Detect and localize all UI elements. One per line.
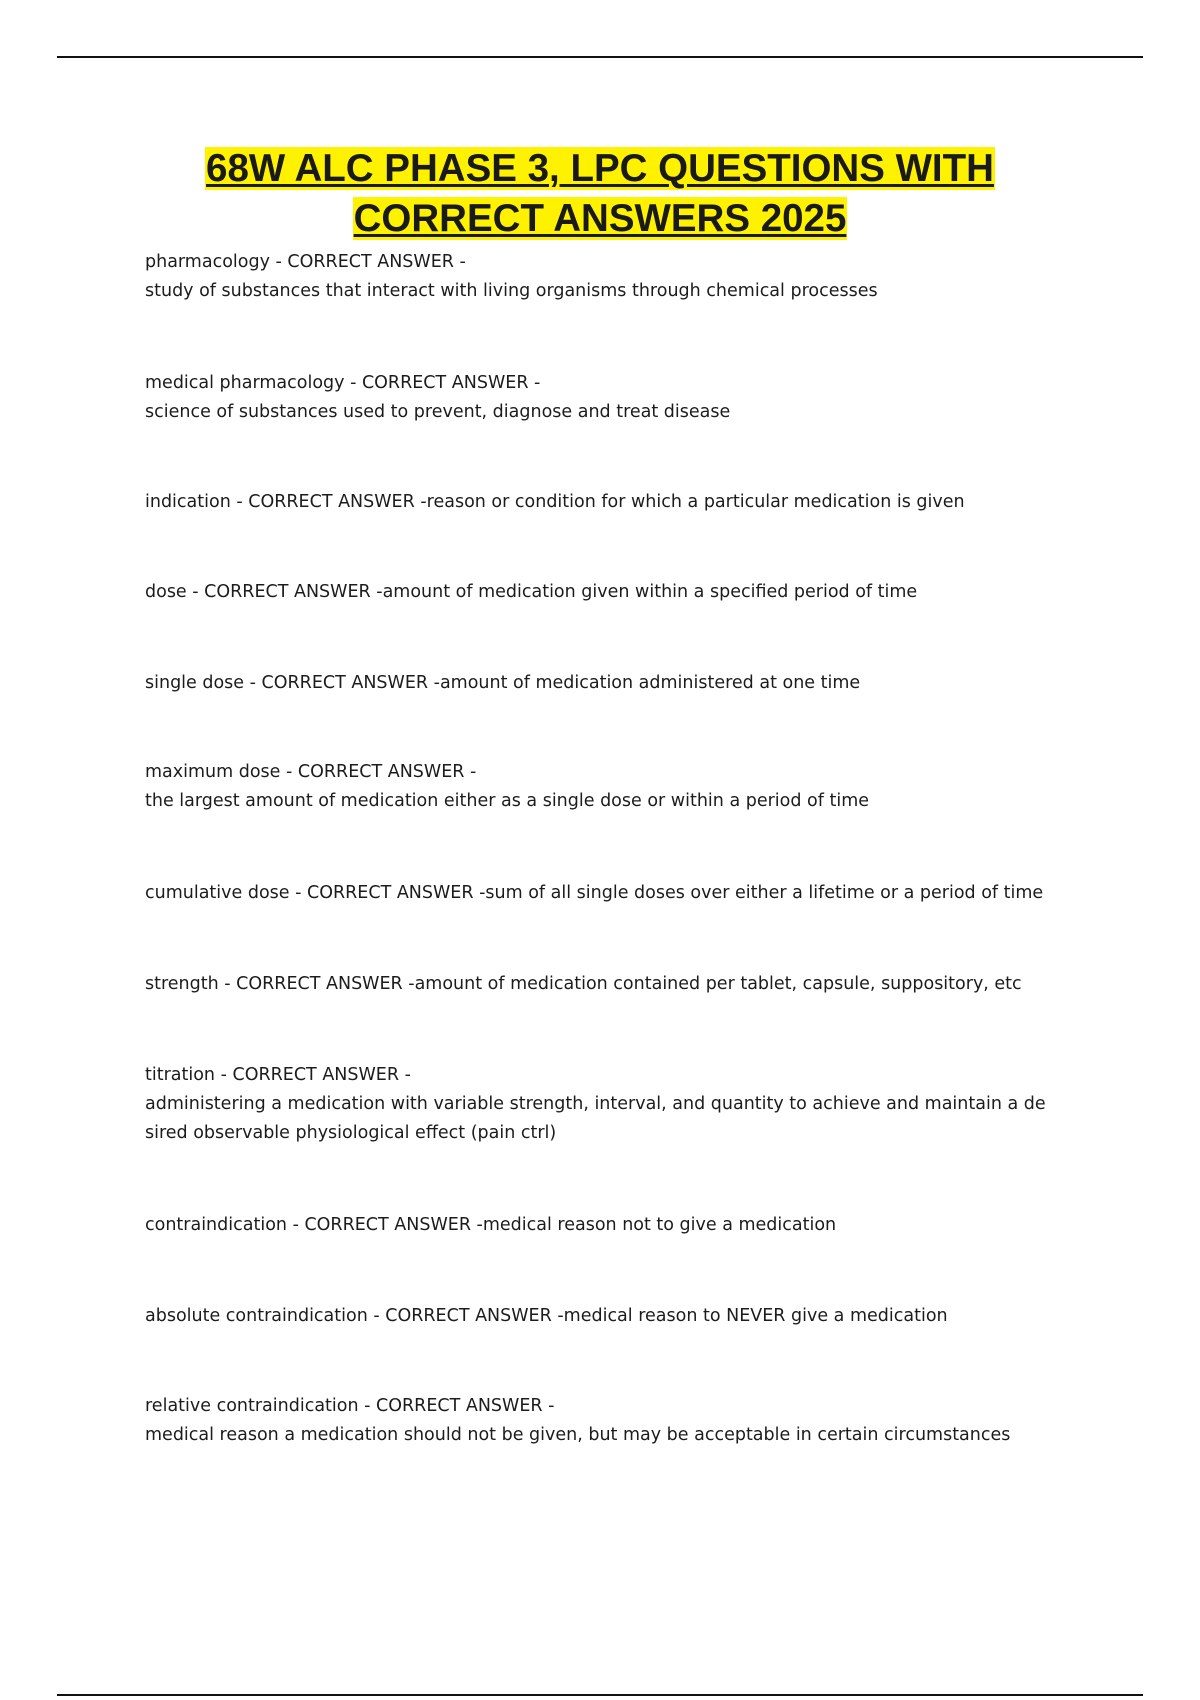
qa-term: maximum dose: [145, 762, 281, 782]
qa-separator: - CORRECT ANSWER -: [244, 673, 440, 693]
qa-answer-line-1: administering a medication with variable strength, interval, and quantity to achieve and maintain a de: [145, 1094, 1046, 1114]
qa-item: [145, 369, 1105, 427]
qa-item: [145, 970, 1105, 999]
qa-item: [145, 669, 1105, 698]
qa-item: [145, 1302, 1105, 1331]
qa-answer: medical reason not to give a medication: [482, 1215, 837, 1235]
qa-answer: amount of medication contained per tablet, capsule, suppository, etc: [414, 974, 1022, 994]
qa-item: [145, 1392, 1105, 1450]
qa-item: [145, 248, 1105, 306]
qa-term: medical pharmacology: [145, 373, 345, 393]
qa-separator: - CORRECT ANSWER -: [287, 1215, 483, 1235]
qa-separator: - CORRECT ANSWER -: [344, 373, 541, 393]
qa-answer: medical reason to NEVER give a medication: [563, 1306, 948, 1326]
qa-separator: - CORRECT ANSWER -: [289, 883, 486, 903]
qa-answer: amount of medication given within a specified period of time: [382, 582, 918, 602]
qa-term: absolute contraindication: [145, 1306, 368, 1326]
qa-term: cumulative dose: [145, 883, 290, 903]
qa-item: [145, 758, 1105, 816]
qa-item: [145, 488, 1105, 517]
qa-answer: sum of all single doses over either a lifetime or a period of time: [485, 883, 1044, 903]
qa-answer: medical reason a medication should not be given, but may be acceptable in certain circumstances: [145, 1425, 1011, 1445]
qa-term: contraindication: [145, 1215, 287, 1235]
qa-term: strength: [145, 974, 219, 994]
qa-term: dose: [145, 582, 187, 602]
qa-separator: - CORRECT ANSWER -: [367, 1306, 564, 1326]
qa-answer: reason or condition for which a particular medication is given: [426, 492, 965, 512]
qa-separator: - CORRECT ANSWER -: [215, 1065, 411, 1085]
top-rule: [57, 56, 1143, 58]
qa-term: indication: [145, 492, 231, 512]
qa-item: [145, 1061, 1105, 1148]
qa-term: single dose: [145, 673, 245, 693]
bottom-rule: [57, 1694, 1143, 1696]
qa-separator: - CORRECT ANSWER -: [230, 492, 427, 512]
qa-answer: science of substances used to prevent, diagnose and treat disease: [145, 402, 731, 422]
title-line-1: 68W ALC PHASE 3, LPC QUESTIONS WITH: [206, 147, 994, 190]
qa-separator: - CORRECT ANSWER -: [358, 1396, 555, 1416]
qa-answer-line-2: sired observable physiological effect (pain ctrl): [145, 1123, 557, 1143]
qa-separator: - CORRECT ANSWER -: [186, 582, 383, 602]
qa-answer: study of substances that interact with living organisms through chemical processes: [145, 281, 878, 301]
qa-item: [145, 1211, 1105, 1240]
qa-term: titration: [145, 1065, 216, 1085]
qa-term: pharmacology: [145, 252, 270, 272]
qa-separator: - CORRECT ANSWER -: [269, 252, 466, 272]
qa-term: relative contraindication: [145, 1396, 359, 1416]
document-title: [0, 144, 1200, 244]
qa-separator: - CORRECT ANSWER -: [280, 762, 477, 782]
qa-item: [145, 879, 1105, 908]
qa-answer: the largest amount of medication either as a single dose or within a period of time: [145, 791, 870, 811]
qa-answer: amount of medication administered at one time: [439, 673, 861, 693]
qa-item: [145, 578, 1105, 607]
title-line-2: CORRECT ANSWERS 2025: [353, 197, 847, 240]
qa-separator: - CORRECT ANSWER -: [218, 974, 415, 994]
